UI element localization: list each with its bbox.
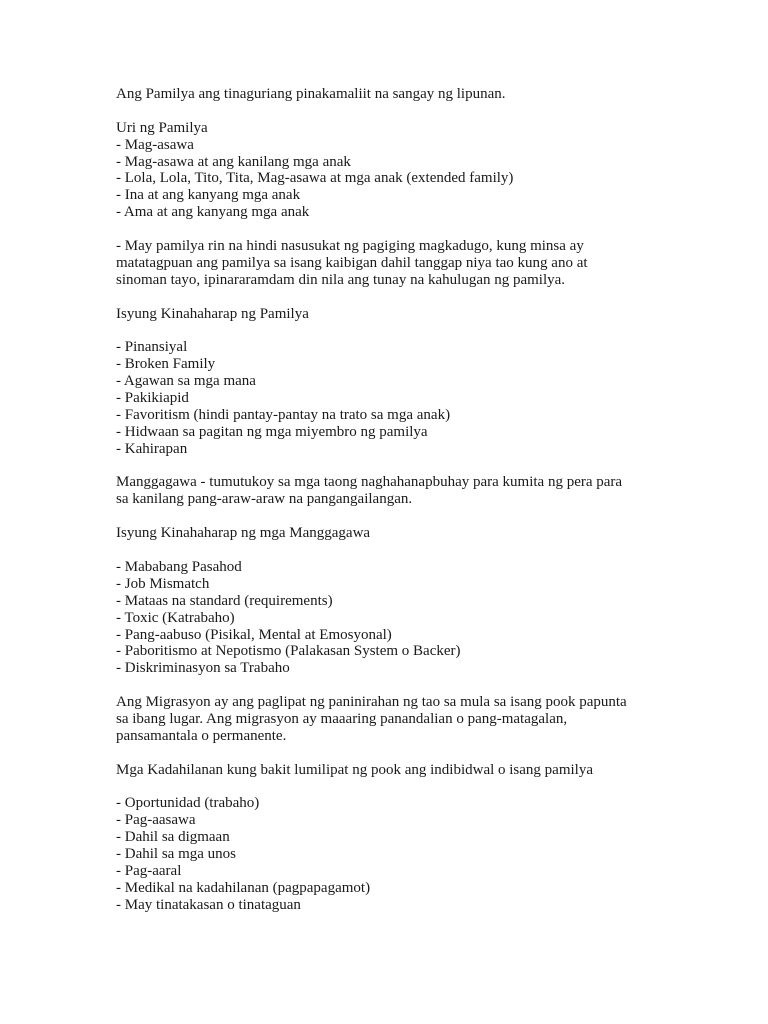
intro-line: Ang Pamilya ang tinaguriang pinakamaliit na sangay ng lipunan. xyxy=(116,86,506,102)
list-item: - Pag-aasawa xyxy=(116,812,196,829)
spacer xyxy=(116,322,656,339)
migrasyon-definition-line: sa ibang lugar. Ang migrasyon ay maaaring panandalian o pang-matagalan, xyxy=(116,710,568,727)
list-item: - Paboritismo at Nepotismo (Palakasan System o Backer) xyxy=(116,643,461,660)
migrasyon-definition-line: pansamantala o permanente. xyxy=(116,727,287,744)
note-line: - May pamilya rin na hindi nasusukat ng pagiging magkadugo, kung minsa ay xyxy=(116,238,584,255)
spacer xyxy=(116,779,656,796)
list-item: - Kahirapan xyxy=(116,440,188,457)
list-item: - Pinansiyal xyxy=(116,339,188,356)
list-item: - Mataas na standard (requirements) xyxy=(116,592,333,609)
list-item: - May tinatakasan o tinataguan xyxy=(116,896,301,913)
list-item: - Medikal na kadahilanan (pagpapagamot) xyxy=(116,879,371,896)
list-item: - Hidwaan sa pagitan ng mga miyembro ng pamilya xyxy=(116,423,428,440)
list-item: - Mag-asawa at ang kanilang mga anak xyxy=(116,153,351,170)
list-item: - Job Mismatch xyxy=(116,575,210,592)
migrasyon-definition-line: Ang Migrasyon ay ang paglipat ng paninirahan ng tao sa mula sa isang pook papunta xyxy=(116,694,627,711)
list-item: - Pakikiapid xyxy=(116,390,189,407)
manggagawa-definition-line: sa kanilang pang-araw-araw na pangangailangan. xyxy=(116,491,413,508)
list-item: - Agawan sa mga mana xyxy=(116,373,256,390)
spacer xyxy=(116,458,656,475)
list-item: - Ina at ang kanyang mga anak xyxy=(116,187,301,204)
document-body xyxy=(116,86,656,914)
list-item: - Pang-aabuso (Pisikal, Mental at Emosyonal) xyxy=(116,626,392,643)
section-heading-isyu-manggagawa: Isyung Kinahaharap ng mga Manggagawa xyxy=(116,525,371,542)
list-item: - Favoritism (hindi pantay-pantay na trato sa mga anak) xyxy=(116,406,451,423)
list-item: - Lola, Lola, Tito, Tita, Mag-asawa at mga anak (extended family) xyxy=(116,170,514,187)
note-line: matatagpuan ang pamilya sa isang kaibigan dahil tanggap niya tao kung ano at xyxy=(116,254,588,271)
spacer xyxy=(116,677,656,694)
list-item: - Dahil sa digmaan xyxy=(116,829,230,846)
spacer xyxy=(116,745,656,762)
list-item: - Oportunidad (trabaho) xyxy=(116,795,260,812)
list-item: - Toxic (Katrabaho) xyxy=(116,609,235,626)
list-item: - Mag-asawa xyxy=(116,136,194,153)
list-item: - Broken Family xyxy=(116,356,216,373)
list-item: - Ama at ang kanyang mga anak xyxy=(116,204,310,221)
spacer xyxy=(116,508,656,525)
spacer xyxy=(116,289,656,306)
section-heading-isyu-pamilya: Isyung Kinahaharap ng Pamilya xyxy=(116,305,309,322)
spacer xyxy=(116,542,656,559)
list-item: - Mababang Pasahod xyxy=(116,558,242,575)
list-item: - Pag-aaral xyxy=(116,862,182,879)
list-item: - Diskriminasyon sa Trabaho xyxy=(116,660,290,677)
section-heading-kadahilanan: Mga Kadahilanan kung bakit lumilipat ng pook ang indibidwal o isang pamilya xyxy=(116,761,593,778)
section-heading-uri: Uri ng Pamilya xyxy=(116,119,208,136)
list-item: - Dahil sa mga unos xyxy=(116,846,236,863)
spacer xyxy=(116,221,656,238)
note-line: sinoman tayo, ipinararamdam din nila ang tunay na kahulugan ng pamilya. xyxy=(116,271,566,288)
spacer xyxy=(116,103,656,120)
manggagawa-definition-line: Manggagawa - tumutukoy sa mga taong naghahanapbuhay para kumita ng pera para xyxy=(116,474,623,491)
